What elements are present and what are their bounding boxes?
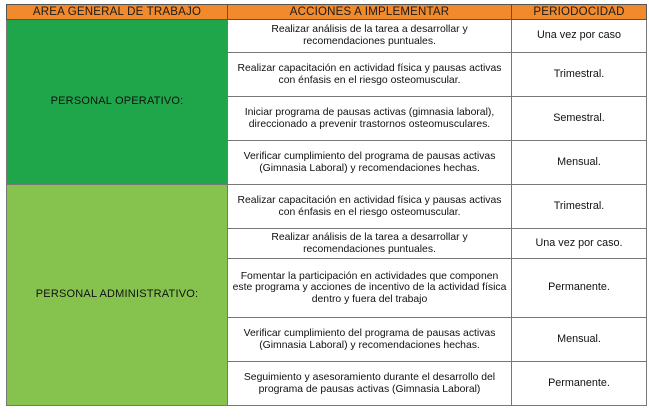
header-row [7,5,647,20]
period-cell: Una vez por caso. [512,229,647,259]
period-cell: Mensual. [512,318,647,362]
period-cell: Una vez por caso [512,20,647,53]
action-cell: Fomentar la participación en actividades que componen este programa y acciones de incentivo de la actividad física dentro y fuera del trabajo [228,259,512,318]
header-area: AREA GENERAL DE TRABAJO [7,5,228,20]
action-cell: Seguimiento y asesoramiento durante el desarrollo del programa de pausas activas (Gimnasia Laboral) [228,362,512,406]
header-acciones: ACCIONES A IMPLEMENTAR [228,5,512,20]
action-cell: Verificar cumplimiento del programa de pausas activas (Gimnasia Laboral) y recomendaciones hechas. [228,141,512,185]
period-cell: Trimestral. [512,185,647,229]
table-row [7,185,647,229]
action-cell: Realizar capacitación en actividad física y pausas activas con énfasis en el riesgo osteomuscular. [228,185,512,229]
actions-table [6,4,647,406]
period-cell: Trimestral. [512,53,647,97]
period-cell: Semestral. [512,97,647,141]
action-cell: Realizar análisis de la tarea a desarrollar y recomendaciones puntuales. [228,20,512,53]
table-row [7,20,647,53]
header-periodicidad: PERIODOCIDAD [512,5,647,20]
action-cell: Verificar cumplimiento del programa de pausas activas (Gimnasia Laboral) y recomendaciones hechas. [228,318,512,362]
period-cell: Permanente. [512,362,647,406]
period-cell: Mensual. [512,141,647,185]
group-name-administrativo: PERSONAL ADMINISTRATIVO: [7,185,228,406]
action-cell: Realizar capacitación en actividad física y pausas activas con énfasis en el riesgo osteomuscular. [228,53,512,97]
action-cell: Realizar análisis de la tarea a desarrollar y recomendaciones puntuales. [228,229,512,259]
period-cell: Permanente. [512,259,647,318]
group-name-operativo: PERSONAL OPERATIVO: [7,20,228,185]
action-cell: Iniciar programa de pausas activas (gimnasia laboral), direccionado a prevenir trastornos osteomusculares. [228,97,512,141]
